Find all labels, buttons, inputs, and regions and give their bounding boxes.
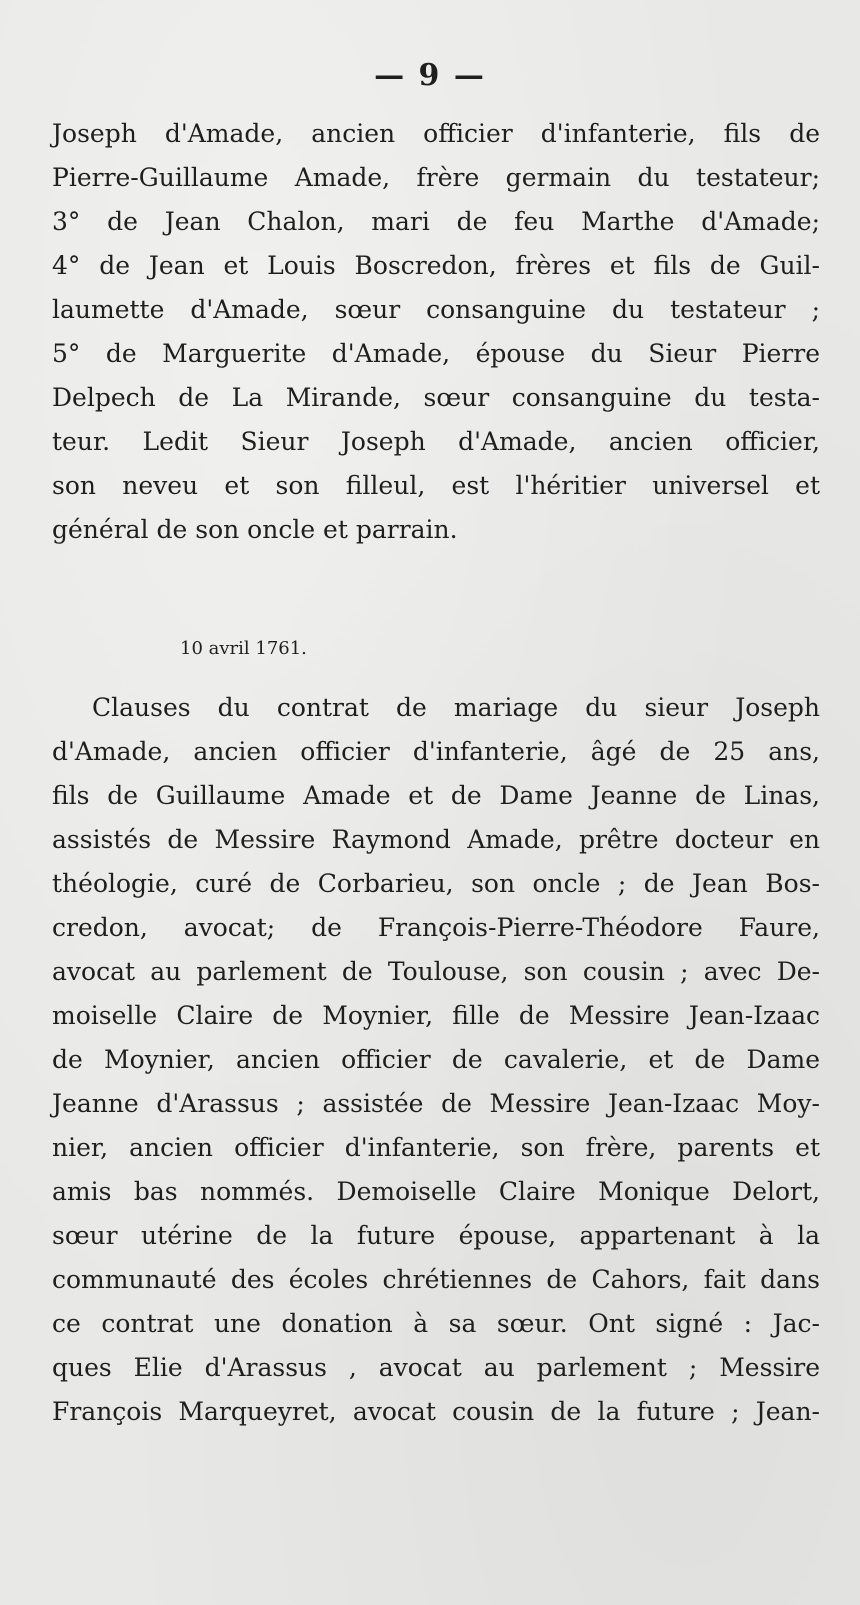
- text-line: 4° de Jean et Louis Boscredon, frères et fils de Guil-: [52, 251, 820, 280]
- text-line: Pierre-Guillaume Amade, frère germain du testateur;: [52, 163, 820, 192]
- paragraph-testament: [52, 112, 820, 552]
- text-line: assistés de Messire Raymond Amade, prêtre docteur en: [52, 825, 820, 854]
- text-line: François Marqueyret, avocat cousin de la future ; Jean-: [52, 1397, 820, 1426]
- text-line: 5° de Marguerite d'Amade, épouse du Sieur Pierre: [52, 339, 820, 368]
- text-line: credon, avocat; de François-Pierre-Théodore Faure,: [52, 913, 820, 942]
- text-line: Jeanne d'Arassus ; assistée de Messire Jean-Izaac Moy-: [52, 1089, 820, 1118]
- text-line: théologie, curé de Corbarieu, son oncle ; de Jean Bos-: [52, 869, 820, 898]
- text-line: ce contrat une donation à sa sœur. Ont signé : Jac-: [52, 1309, 820, 1338]
- text-line: Clauses du contrat de mariage du sieur Joseph: [92, 693, 820, 722]
- text-line: son neveu et son filleul, est l'héritier universel et: [52, 471, 820, 500]
- text-line: sœur utérine de la future épouse, appartenant à la: [52, 1221, 820, 1250]
- text-line: Joseph d'Amade, ancien officier d'infanterie, fils de: [52, 119, 820, 148]
- text-line: de Moynier, ancien officier de cavalerie, et de Dame: [52, 1045, 820, 1074]
- paragraph-marriage-contract: [52, 686, 820, 1434]
- text-line: nier, ancien officier d'infanterie, son frère, parents et: [52, 1133, 820, 1162]
- text-line: 3° de Jean Chalon, mari de feu Marthe d'Amade;: [52, 207, 820, 236]
- text-line: communauté des écoles chrétiennes de Cahors, fait dans: [52, 1265, 820, 1294]
- text-line: moiselle Claire de Moynier, fille de Messire Jean-Izaac: [52, 1001, 820, 1030]
- text-line: général de son oncle et parrain.: [52, 515, 458, 544]
- text-line: amis bas nommés. Demoiselle Claire Monique Delort,: [52, 1177, 820, 1206]
- text-line: Delpech de La Mirande, sœur consanguine du testa-: [52, 383, 820, 412]
- text-line: laumette d'Amade, sœur consanguine du testateur ;: [52, 295, 820, 324]
- text-line: d'Amade, ancien officier d'infanterie, âgé de 25 ans,: [52, 737, 820, 766]
- entry-date: 10 avril 1761.: [180, 638, 307, 659]
- page-number: — 9 —: [374, 58, 486, 93]
- text-line: teur. Ledit Sieur Joseph d'Amade, ancien officier,: [52, 427, 820, 456]
- text-line: ques Elie d'Arassus , avocat au parlement ; Messire: [52, 1353, 820, 1382]
- text-line: fils de Guillaume Amade et de Dame Jeanne de Linas,: [52, 781, 820, 810]
- text-line: avocat au parlement de Toulouse, son cousin ; avec De-: [52, 957, 820, 986]
